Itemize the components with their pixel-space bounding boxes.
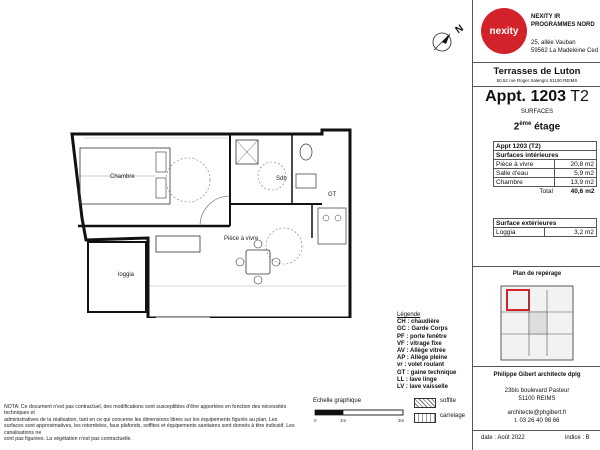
carrelage-swatch (414, 413, 436, 423)
room-label-loggia: loggia (118, 272, 135, 278)
legend-item: AP : Allège pleine (397, 355, 448, 362)
project-name: Terrasses de Luton (493, 66, 581, 77)
architect-phone: t. 03 26 40 98 66 (514, 418, 560, 424)
index-label: indice : B (565, 435, 590, 441)
project-address: 50,52 rue Roger Salengro 51100 REIMS (496, 78, 578, 83)
row-value: 13,9 m2 (555, 178, 597, 187)
date-label: date : Août 2022 (481, 435, 525, 441)
row-name: Pièce à vivre (494, 160, 555, 169)
room-label-bathroom: Sdb (276, 176, 287, 182)
table-header: Appt 1203 (T2) (494, 142, 597, 151)
architect-address-1: 23bis boulevard Pasteur (504, 388, 570, 394)
table-subheader: Surfaces intérieures (494, 151, 597, 160)
apartment-title (473, 88, 600, 106)
table-row (494, 160, 597, 169)
scale-mark-3m: 3m (398, 418, 405, 423)
row-value: 20,8 m2 (555, 160, 597, 169)
total-value: 40,6 m2 (570, 187, 595, 195)
legend-item: PF : porte fenêtre (397, 333, 447, 340)
floor-label (473, 121, 600, 132)
table-row (494, 178, 597, 187)
legend-item: AV : Allège vitrée (397, 348, 446, 355)
legend (397, 312, 471, 391)
architect-address-2: 51100 REIMS (518, 396, 556, 402)
scale-mark-1m: 1m (340, 418, 347, 423)
legend-item: LL : lave linge (397, 376, 437, 383)
row-name: Salle d'eau (494, 169, 555, 178)
scale-bar (314, 408, 406, 418)
north-compass-icon (428, 24, 472, 60)
location-plan-title: Plan de repérage (512, 271, 562, 277)
architect-email[interactable]: architecte@phgibert.fr (507, 410, 567, 416)
table-header: Surface extérieures (494, 219, 597, 228)
note-line: NOTA: Ce document n'est pas contractuel, des modifications sont susceptibles d'être apportées en fonction des nécessités techniques et (4, 404, 287, 417)
surfaces-label: SURFACES (520, 109, 554, 115)
architect-name: Philippe Gibert architecte dplg (493, 372, 581, 378)
title-block (472, 0, 600, 450)
nexity-logo: nexity (481, 8, 527, 54)
interior-surfaces-table (493, 141, 597, 195)
total-label: Total (539, 187, 553, 195)
table-row (494, 169, 597, 178)
apartment-number: Appt. 1203 (485, 88, 567, 105)
company-address-1: 25, allée Vauban (531, 40, 576, 46)
row-name: Loggia (494, 228, 545, 237)
legend-item: CH : chaudière (397, 319, 440, 326)
soffite-swatch (414, 398, 436, 408)
row-value: 5,9 m2 (555, 169, 597, 178)
room-label-living: Pièce à vivre (224, 236, 259, 242)
floor-suffix: ème (519, 121, 532, 127)
logo-area (473, 0, 525, 62)
note-line: sont pas figurées. La végétation n'est pas contractuelle. (4, 436, 132, 443)
scale-mark-0: 0 (314, 418, 317, 423)
company-address-2: 59562 La Madeleine Ced (531, 48, 599, 54)
note-line: administratives de la réalisation, tant en ce qui concerne les dimensions libres sur les équipements figurés au plan. Les (4, 416, 278, 423)
row-name: Chambre (494, 178, 555, 187)
scale-title: Echelle graphique (313, 398, 362, 404)
legend-item: VF : vitrage fixe (397, 340, 442, 347)
legend-item: vr : volet roulant (397, 362, 445, 369)
table-total-row (494, 187, 597, 196)
location-plan-drawing (499, 282, 577, 364)
carrelage-label: carrelage (440, 413, 466, 419)
company-name-1: NEXITY IR (531, 14, 561, 20)
apartment-plan-drawing (60, 118, 365, 318)
legend-title: Légende (397, 312, 421, 318)
floor-word: étage (534, 121, 561, 133)
legend-item: GC : Garde Corps (397, 326, 448, 333)
table-row (494, 228, 597, 237)
disclaimer-note (4, 404, 302, 442)
apartment-type: T2 (570, 88, 589, 105)
room-label-gt: GT (328, 192, 337, 198)
legend-item: LV : lave vaisselle (397, 384, 448, 391)
note-line: surfaces sont approximatives, les retombées, faux plafonds, soffites et équipements sanitaires sont donnés à titre indicatif. Les canalisations ne (4, 423, 295, 436)
room-label-bedroom: Chambre (110, 174, 135, 180)
legend-item: GT : gaine technique (397, 369, 457, 376)
floor-number: 2 (513, 121, 520, 133)
compass-letter: N (453, 22, 466, 37)
soffite-label: soffite (440, 398, 456, 404)
exterior-surfaces-table (493, 218, 597, 237)
row-value: 3,2 m2 (545, 228, 597, 237)
company-name-2: PROGRAMMES NORD (531, 22, 595, 28)
